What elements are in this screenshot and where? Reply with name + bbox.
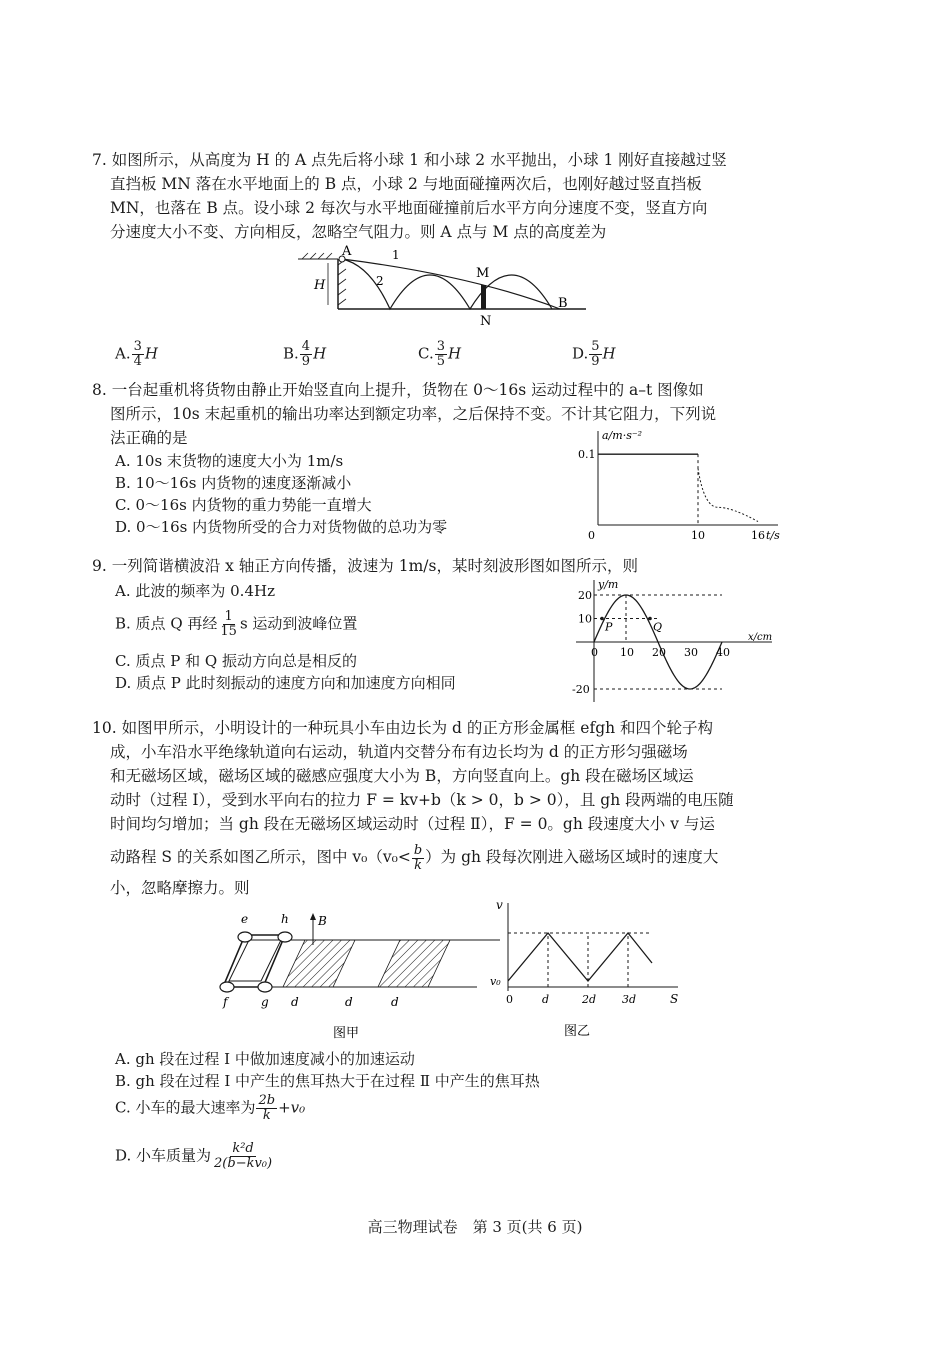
wave-point — [600, 617, 604, 621]
chart-caption: 图乙 — [564, 1024, 591, 1039]
q7-line-4: 分速度大小不变、方向相反，忽略空气阻力。则 A 点与 M 点的高度差为 — [110, 223, 607, 241]
q7-option-a[interactable]: A. $\frac{3}{4}$ H — [115, 339, 158, 369]
x-axis-label: S — [670, 992, 679, 1006]
wave-chart — [572, 574, 784, 706]
q10-line-1: 10. 如图甲所示，小明设计的一种玩具小车由边长为 d 的正方形金属框 efgh 和四个轮子构 — [92, 719, 714, 737]
q7-label-N: N — [480, 314, 492, 327]
q10-line-7: 小，忽略摩擦力。则 — [110, 879, 250, 897]
fig-a-caption: 图甲 — [333, 1026, 360, 1041]
y-tick-label: -20 — [572, 683, 590, 696]
q7-label-H: H — [314, 278, 326, 293]
q9-option-c[interactable]: C. 质点 P 和 Q 振动方向总是相反的 — [115, 652, 357, 670]
x-tick-label: 0 — [506, 993, 513, 1006]
q7-line-3: MN，也落在 B 点。设小球 2 每次与水平地面碰撞前后水平方向分速度不变，竖直方向 — [110, 199, 708, 217]
q7-label-1: 1 — [392, 248, 400, 262]
point-label: Q — [653, 620, 663, 634]
x-axis-label: x/cm — [748, 632, 773, 643]
y-axis-label: a/m·s⁻² — [602, 429, 643, 442]
x-axis-label: t/s — [766, 529, 780, 542]
x-tick-label: d — [542, 993, 550, 1006]
x-tick-label: 16 — [751, 529, 765, 542]
fig-a-cart-track — [215, 905, 505, 1045]
q10-line-6: 动路程 S 的关系如图乙所示，图中 v₀（v₀< $\frac{b}{k}$ ）为 gh 段每次刚进入磁场区域时的速度大 — [110, 842, 719, 873]
a-t-chart — [560, 425, 790, 547]
y-axis-label: v — [496, 898, 503, 912]
point-label: P — [605, 620, 613, 634]
y-tick-label: 10 — [578, 612, 592, 626]
q9-line-1: 9. 一列简谐横波沿 x 轴正方向传播，波速为 1m/s，某时刻波形图如图所示，则 — [92, 557, 638, 575]
q8-line-3: 法正确的是 — [110, 429, 188, 447]
x-tick-label: 20 — [652, 646, 666, 659]
q7-label-B: B — [558, 296, 568, 311]
q10-line-4: 动时（过程 Ⅰ），受到水平向右的拉力 F = kv+b（k > 0，b > 0），且 gh 段两端的电压随 — [110, 791, 734, 809]
q8-option-a[interactable]: A. 10s 末货物的速度大小为 1m/s — [115, 452, 344, 470]
q10-option-a[interactable]: A. gh 段在过程 Ⅰ 中做加速度减小的加速运动 — [115, 1050, 415, 1068]
x-tick-label: 0 — [591, 646, 598, 659]
q10-option-d[interactable]: D. 小车质量为 $\frac{\text{k²d}}{\text{2(b−kv₀)}}$ — [115, 1141, 273, 1171]
x-tick-label: 3d — [622, 993, 637, 1006]
origin-label: 0 — [588, 529, 595, 542]
y-tick-label: 0.1 — [578, 448, 596, 462]
fig-a-label-d2: d — [345, 995, 353, 1009]
q10-line-5: 时间均匀增加；当 gh 段在无磁场区域运动时（过程 Ⅱ），F = 0。gh 段速度大小 v 与运 — [110, 815, 715, 833]
y-tick-label: v₀ — [490, 975, 501, 988]
q10-line-3: 和无磁场区域，磁场区域的磁感应强度大小为 B，方向竖直向上。gh 段在磁场区域运 — [110, 767, 694, 785]
wave-point — [648, 617, 652, 621]
x-tick-label: 40 — [716, 646, 730, 659]
q9-option-b[interactable]: B. 质点 Q 再经 $\frac{1}{15}$ s 运动到波峰位置 — [115, 609, 358, 639]
v-s-chart — [482, 895, 682, 1045]
fig-a-label-e: e — [241, 912, 249, 926]
q10-line-2: 成，小车沿水平绝缘轨道向右运动，轨道内交替分布有边长均为 d 的正方形匀强磁场 — [110, 743, 688, 761]
page-footer: 高三物理试卷 第 3 页(共 6 页) — [367, 1218, 583, 1236]
fig-a-label-g: g — [261, 995, 269, 1009]
fig-a-label-d1: d — [291, 995, 299, 1009]
q7-line-1: 7. 如图所示，从高度为 H 的 A 点先后将小球 1 和小球 2 水平抛出，小球 1 刚好直接越过竖 — [92, 151, 727, 169]
q8-option-d[interactable]: D. 0～16s 内货物所受的合力对货物做的总功为零 — [115, 518, 448, 536]
q7-label-A: A — [342, 245, 352, 259]
fig-a-label-f: f — [223, 995, 228, 1009]
q7-option-c[interactable]: C. $\frac{3}{5}$ H — [418, 339, 462, 369]
q8-option-c[interactable]: C. 0～16s 内货物的重力势能一直增大 — [115, 496, 372, 514]
x-tick-label: 10 — [620, 646, 634, 659]
x-tick-label: 2d — [582, 993, 597, 1006]
q7-line-2: 直挡板 MN 落在水平地面上的 B 点，小球 2 与地面碰撞两次后，也刚好越过竖直挡板 — [110, 175, 702, 193]
y-axis-label: y/m — [598, 578, 619, 591]
q7-option-b[interactable]: B. $\frac{4}{9}$ H — [283, 339, 327, 369]
q9-option-d[interactable]: D. 质点 P 此时刻振动的速度方向和加速度方向相同 — [115, 674, 456, 692]
fig-a-label-d3: d — [391, 995, 399, 1009]
q7-option-d[interactable]: D. $\frac{5}{9}$ H — [572, 339, 616, 369]
q8-line-2: 图所示，10s 末起重机的输出功率达到额定功率，之后保持不变。不计其它阻力，下列说 — [110, 405, 717, 423]
q9-option-a[interactable]: A. 此波的频率为 0.4Hz — [115, 582, 275, 600]
x-tick-label: 30 — [684, 646, 698, 659]
fig-a-label-h: h — [281, 912, 289, 926]
x-tick-label: 10 — [691, 529, 705, 542]
y-tick-label: 20 — [578, 589, 592, 602]
q10-option-b[interactable]: B. gh 段在过程 Ⅰ 中产生的焦耳热大于在过程 Ⅱ 中产生的焦耳热 — [115, 1072, 540, 1090]
series-line-decay — [698, 468, 758, 521]
q8-option-b[interactable]: B. 10～16s 内货物的速度逐渐减小 — [115, 474, 352, 492]
q10-option-c[interactable]: C. 小车的最大速率为 $\frac{2b}{k}$ +v₀ — [115, 1093, 306, 1123]
q8-line-1: 8. 一台起重机将货物由静止开始竖直向上提升，货物在 0～16s 运动过程中的 a–t 图像如 — [92, 381, 704, 399]
q7-label-M: M — [476, 266, 490, 281]
series-line — [508, 933, 652, 981]
q7-label-2: 2 — [376, 274, 384, 288]
fig-a-label-B: B — [318, 914, 327, 928]
q7-trajectory-figure — [290, 245, 600, 327]
